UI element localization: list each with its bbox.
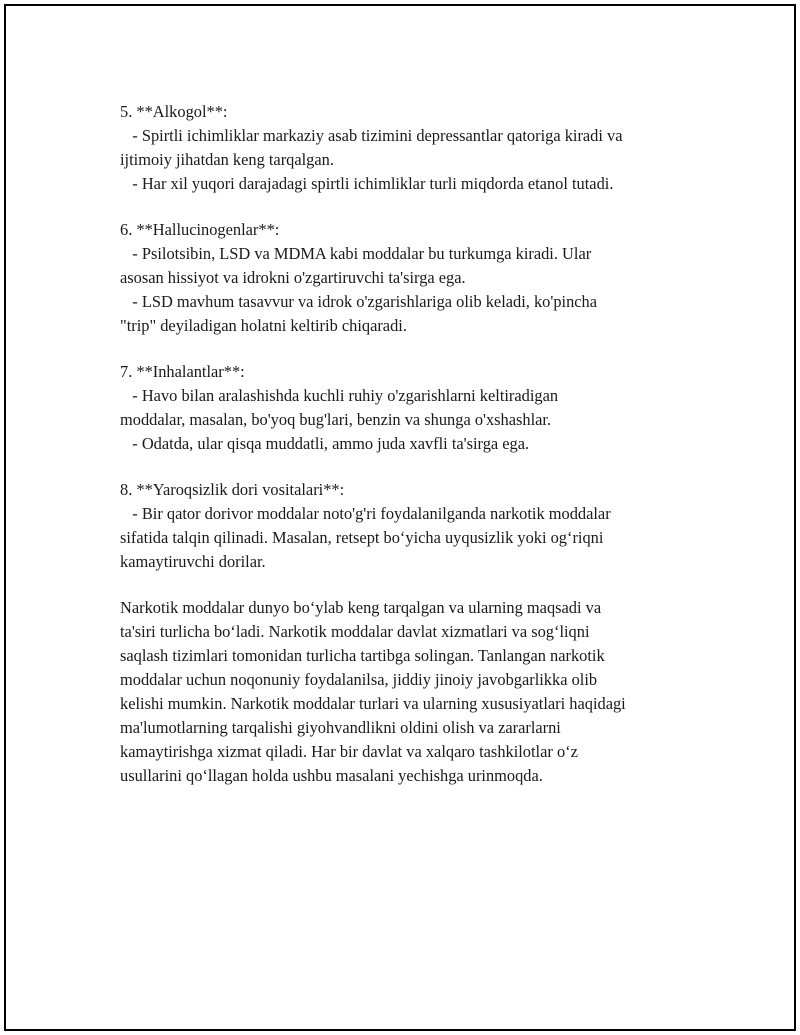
section-alkogol [120,100,710,196]
text-line: sifatida talqin qilinadi. Masalan, retsept bo‘yicha uyqusizlik yoki og‘riqni [120,528,604,547]
text-line: saqlash tizimlari tomonidan turlicha tartibga solingan. Tanlangan narkotik [120,646,605,665]
paragraph-gap [120,456,710,478]
text-line: kamaytiruvchi dorilar. [120,552,266,571]
paragraph-gap [120,196,710,218]
text-line: - Psilotsibin, LSD va MDMA kabi moddalar bu turkumga kiradi. Ular [120,244,592,263]
text-line: ma'lumotlarning tarqalishi giyohvandlikni oldini olish va zararlarni [120,718,561,737]
section-inhalantlar [120,360,710,456]
text-line: asosan hissiyot va idrokni o'zgartiruvchi ta'sirga ega. [120,268,466,287]
text-line: Narkotik moddalar dunyo bo‘ylab keng tarqalgan va ularning maqsadi va [120,598,602,617]
text-line: - Odatda, ular qisqa muddatli, ammo juda xavfli ta'sirga ega. [120,434,530,453]
text-line: moddalar, masalan, bo'yoq bug'lari, benzin va shunga o'xshashlar. [120,410,552,429]
text-line: ijtimoiy jihatdan keng tarqalgan. [120,150,334,169]
document-page [4,4,796,1031]
conclusion-paragraph [120,596,710,788]
section-heading: 8. **Yaroqsizlik dori vositalari**: [120,480,345,499]
text-line: - LSD mavhum tasavvur va idrok o'zgarishlariga olib keladi, ko'pincha [120,292,598,311]
text-line: - Havo bilan aralashishda kuchli ruhiy o'zgarishlarni keltiradigan [120,386,559,405]
paragraph-gap [120,574,710,596]
section-heading: 6. **Hallucinogenlar**: [120,220,280,239]
text-line: kamaytirishga xizmat qiladi. Har bir davlat va xalqaro tashkilotlar o‘z [120,742,578,761]
section-heading: 7. **Inhalantlar**: [120,362,245,381]
text-line: - Har xil yuqori darajadagi spirtli ichimliklar turli miqdorda etanol tutadi. [120,174,614,193]
section-hallucinogenlar [120,218,710,338]
document-body [120,100,710,788]
section-yaroqsizlik-dori [120,478,710,574]
text-line: moddalar uchun noqonuniy foydalanilsa, jiddiy jinoiy javobgarlikka olib [120,670,598,689]
text-line: "trip" deyiladigan holatni keltirib chiqaradi. [120,316,407,335]
text-line: - Bir qator dorivor moddalar noto'g'ri foydalanilganda narkotik moddalar [120,504,611,523]
text-line: ta'siri turlicha bo‘ladi. Narkotik moddalar davlat xizmatlari va sog‘liqni [120,622,590,641]
text-line: usullarini qo‘llagan holda ushbu masalani yechishga urinmoqda. [120,766,543,785]
text-line: kelishi mumkin. Narkotik moddalar turlari va ularning xususiyatlari haqidagi [120,694,626,713]
text-line: - Spirtli ichimliklar markaziy asab tizimini depressantlar qatoriga kiradi va [120,126,623,145]
paragraph-gap [120,338,710,360]
section-heading: 5. **Alkogol**: [120,102,228,121]
